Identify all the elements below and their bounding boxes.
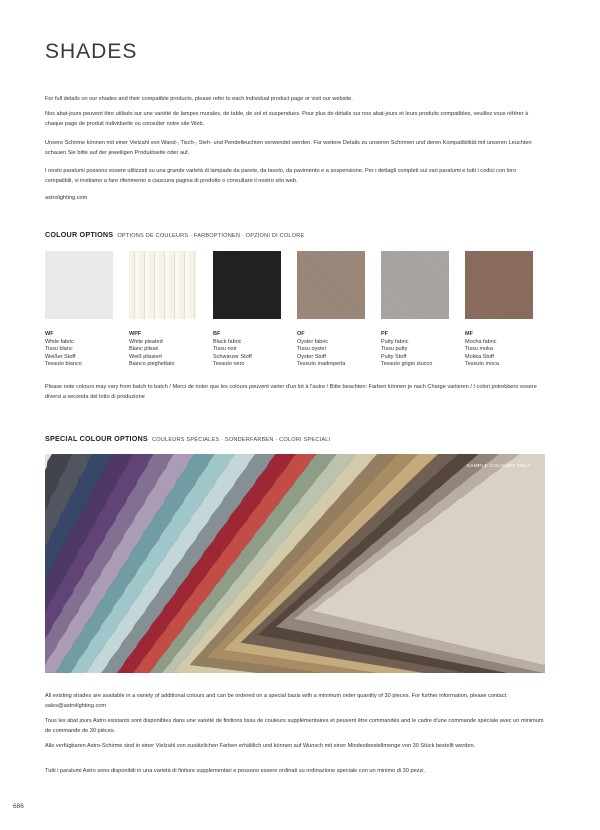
swatch-mocha-fabric — [465, 251, 533, 319]
swatch-name-it: Bianco pieghettato — [129, 361, 175, 368]
special-colour-title: SPECIAL COLOUR OPTIONS — [45, 434, 148, 443]
swatch-name-en: Black fabric — [213, 338, 242, 345]
colour-options-subtitle: OPTIONS DE COULEURS · FARBOPTIONEN · OPZIONI DI COLORE — [117, 233, 305, 239]
swatch-code: PF — [381, 331, 389, 337]
swatch-name-it: Tessuto moca — [465, 361, 499, 368]
swatch-label-bf — [213, 331, 293, 369]
swatch-label-pf — [381, 331, 461, 369]
swatch-name-en: White fabric — [45, 338, 75, 345]
outro-it: Tutti i paralumi Astro sono disponibili in una varietà di finiture supplementari e possono essere ordinati su ordinazione speciale con un minimo di 30 pezzi. — [45, 768, 426, 774]
page-number: 686 — [13, 803, 24, 810]
swatch-name-de: Weiß plissiert — [129, 353, 162, 360]
website-link[interactable]: astrolighting.com — [45, 195, 88, 201]
swatch-code: WF — [45, 331, 54, 337]
swatch-name-en: White pleated — [129, 338, 163, 345]
swatch-code: WPF — [129, 331, 142, 337]
swatch-name-en: Oyster fabric — [297, 338, 329, 345]
special-colour-heading — [45, 434, 330, 443]
swatch-label-wpf — [129, 331, 209, 369]
swatch-name-de: Weißer Stoff — [45, 353, 76, 360]
swatch-name-fr: Tissu putty — [381, 346, 408, 353]
colour-options-title: COLOUR OPTIONS — [45, 230, 114, 239]
special-colour-subtitle: COULEURS SPÉCIALES · SONDERFARBEN · COLORI SPECIALI — [151, 437, 331, 443]
outro-en: All existing shades are available in a variety of additional colours and can be ordered on a special basis with a minimum order quantity of 30 pieces. For further information, please contact: sales@astrolighting.com — [45, 693, 508, 709]
outro-fr: Tous les abat jours Astro existants sont disponibles dans une variété de finitions tissu de couleurs supplémentaires et peuvent être commandés and le cadre d'une commande spéciale avec un minimum de commande de 30 pièces. — [45, 718, 544, 734]
swatch-name-it: Tessuto nero — [213, 361, 245, 368]
intro-en: For full details on our shades and their compatible products, please refer to each individual product page or visit our website. — [45, 96, 353, 102]
swatch-white-fabric — [45, 251, 113, 319]
swatch-name-fr: Blanc plissé — [129, 346, 159, 353]
swatch-name-fr: Tissu noir — [213, 346, 237, 353]
swatch-name-fr: Tissu oyster — [297, 346, 327, 353]
swatch-putty-fabric — [381, 251, 449, 319]
fabric-samples-illustration — [45, 454, 545, 673]
swatch-code: OF — [297, 331, 305, 337]
swatch-name-de: Schwarzer Stoff — [213, 353, 252, 360]
swatch-name-de: Mokka Stoff — [465, 353, 494, 360]
swatch-name-de: Oyster Stoff — [297, 353, 326, 360]
swatch-name-en: Mocha fabric — [465, 338, 497, 345]
swatch-name-it: Tessuto bianco — [45, 361, 82, 368]
swatch-label-of — [297, 331, 377, 369]
intro-fr: Nos abat-jours peuvent être utilisés sur une variété de lampes murales, de table, de sol et suspendues. Pour plus de détails sur nos abat-jours et leurs produits compatibles, veuillez vous référer à chaque page de produit individuelle ou consulter notre site Web. — [45, 111, 529, 127]
swatch-name-fr: Tissu blanc — [45, 346, 73, 353]
intro-de: Unsere Schirme können mit einer Vielzahl von Wand-, Tisch-, Steh- und Pendelleuchten verwendet werden. Für weitere Details zu unseren Schirmen und deren Kompatibilität mit unseren Leuchten schauen Sie bitte auf der jeweiligen Produktseite oder auf. — [45, 140, 532, 156]
swatch-name-fr: Tissu moka — [465, 346, 493, 353]
swatch-code: BF — [213, 331, 221, 337]
swatch-oyster-fabric — [297, 251, 365, 319]
swatch-name-it: Tessuto madreperla — [297, 361, 346, 368]
swatch-name-en: Putty fabric — [381, 338, 409, 345]
page-title: SHADES — [45, 40, 138, 63]
outro-de: Alle verfügbaren Astro-Schirme sind in einer Vielzahl von zusätzlichen Farben erhältlich und können auf Wunsch mit einer Mindestbestellmenge von 30 Stück bestellt werden. — [45, 743, 476, 749]
colour-variation-note: Please note colours may vary from batch to batch / Merci de noter que les colours peuvent varier d'un lot à l'autre / Bitte beachten: Farben können je nach Charge variieren / I colori potrebbero essere diversi a seconda del lotto di produzione — [45, 384, 537, 400]
colour-options-heading — [45, 230, 304, 239]
swatch-label-wf — [45, 331, 125, 369]
swatch-code: MF — [465, 331, 473, 337]
swatch-white-pleated — [129, 251, 197, 319]
swatch-row — [45, 251, 545, 321]
intro-it: I nostri paralumi possono essere utilizzati su una grande varietà di lampade da parete, da tavolo, da pavimento e a sospensione. Per i dettagli completi sui vari paralumi e tutti i codici con loro compatibili, vi invitiamo a fare riferimento a ciascuna pagina di prodotto o consultare il nostro sito web. — [45, 168, 517, 184]
sample-colours-note: SAMPLE COLOURS ONLY — [466, 464, 531, 469]
swatch-black-fabric — [213, 251, 281, 319]
swatch-name-de: Putty Stoff — [381, 353, 407, 360]
swatch-name-it: Tessuto grigio stucco — [381, 361, 433, 368]
fabric-samples-photo — [45, 454, 545, 673]
photo-overlay — [45, 454, 545, 673]
swatch-label-mf — [465, 331, 545, 369]
